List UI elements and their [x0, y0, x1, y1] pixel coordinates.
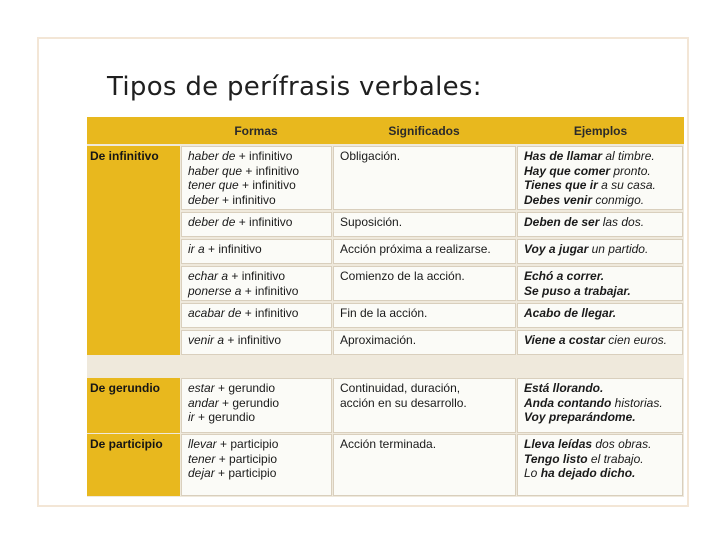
forms-cell [181, 266, 332, 301]
example-periphrasis: Echó a correr. [524, 269, 605, 283]
verb-form: ir a [188, 242, 205, 256]
verb-form: ir [188, 410, 195, 424]
verb-form: venir a [188, 333, 225, 347]
meaning-cell [333, 378, 516, 433]
category-label: De participio [90, 437, 163, 451]
form-line [188, 193, 325, 208]
verb-form: acabar de [188, 306, 242, 320]
verb-form: dejar [188, 466, 215, 480]
example-cell [517, 378, 683, 433]
header-ejemplos: Ejemplos [573, 124, 628, 138]
form-line [188, 178, 325, 193]
form-line [188, 333, 325, 348]
example-rest: al timbre. [602, 149, 655, 163]
example-periphrasis: Voy preparándome. [524, 410, 636, 424]
forms-cell [181, 239, 332, 264]
example-line [524, 333, 676, 348]
form-line [188, 164, 325, 179]
verb-form: deber [188, 192, 219, 207]
form-complement: + participio [215, 451, 278, 466]
example-rest: las dos. [599, 215, 645, 229]
example-rest: Lo [524, 466, 538, 480]
example-periphrasis: Está llorando. [524, 381, 604, 395]
form-complement: + gerundio [218, 395, 280, 410]
verb-form: echar a [188, 269, 229, 283]
verb-form: ponerse a [188, 283, 242, 298]
header-significados: Significados [388, 124, 460, 138]
form-line [188, 242, 325, 257]
form-line [188, 381, 325, 396]
example-periphrasis: Anda contando [524, 395, 612, 410]
periphrasis-table [87, 117, 684, 497]
example-periphrasis: Lleva leídas [524, 437, 593, 451]
meaning-cell [333, 303, 516, 328]
example-periphrasis: Debes venir [524, 192, 593, 207]
form-line [188, 396, 325, 411]
verb-form: andar [188, 395, 219, 410]
example-line [524, 164, 676, 179]
example-line [524, 149, 676, 164]
category-label: De gerundio [90, 381, 161, 395]
verb-form: haber de [188, 149, 236, 163]
example-rest: a su casa. [597, 178, 656, 192]
form-complement: + infinitivo [242, 163, 300, 178]
example-cell [517, 330, 683, 355]
example-cell [517, 212, 683, 237]
example-line [524, 215, 676, 230]
form-complement: + infinitivo [241, 306, 299, 320]
category-band [87, 146, 180, 355]
example-cell [517, 146, 683, 210]
form-line [188, 284, 325, 299]
example-line [524, 193, 676, 208]
forms-cell [181, 434, 332, 496]
form-line [188, 306, 325, 321]
form-line [188, 149, 325, 164]
example-periphrasis: Deben de ser [524, 215, 600, 229]
example-periphrasis: Has de llamar [524, 149, 603, 163]
meaning-line: acción en su desarrollo. [340, 395, 467, 410]
verb-form: tener que [188, 178, 239, 192]
category-label: De infinitivo [90, 149, 159, 163]
form-line [188, 437, 325, 452]
example-line [524, 396, 676, 411]
form-complement: + infinitivo [241, 283, 299, 298]
form-complement: + infinitivo [204, 242, 262, 256]
verb-form: tener [188, 451, 216, 466]
meaning-line: Continuidad, duración, [340, 381, 461, 395]
form-complement: + infinitivo [238, 178, 296, 192]
slide-title: Tipos de perífrasis verbales: [107, 72, 482, 102]
example-cell [517, 239, 683, 264]
example-periphrasis: Tienes que ir [524, 178, 598, 192]
example-line [524, 410, 676, 425]
form-complement: + participio [216, 437, 279, 451]
example-rest: el trabajo. [587, 451, 644, 466]
form-line [188, 269, 325, 284]
forms-cell [181, 146, 332, 210]
example-periphrasis: Se puso a trabajar. [524, 283, 631, 298]
meaning-line: Fin de la acción. [340, 306, 428, 320]
verb-form: deber de [188, 215, 236, 229]
example-line [524, 269, 676, 284]
meaning-line: Suposición. [340, 215, 403, 229]
example-periphrasis: Voy a jugar [524, 242, 589, 256]
example-rest: conmigo. [592, 192, 645, 207]
verb-form: llevar [188, 437, 217, 451]
meaning-cell [333, 212, 516, 237]
header-formas: Formas [234, 124, 278, 138]
example-rest: pronto. [610, 163, 651, 178]
form-complement: + infinitivo [218, 192, 276, 207]
meaning-line: Aproximación. [340, 333, 417, 347]
example-cell [517, 303, 683, 328]
example-cell [517, 266, 683, 301]
example-rest: historias. [611, 395, 663, 410]
verb-form: estar [188, 381, 215, 395]
form-line [188, 410, 325, 425]
form-complement: + infinitivo [224, 333, 282, 347]
example-line [524, 437, 676, 452]
example-line [524, 178, 676, 193]
example-rest: cien euros. [604, 333, 667, 347]
form-line [188, 452, 325, 467]
meaning-cell [333, 266, 516, 301]
meaning-line: Comienzo de la acción. [340, 269, 465, 283]
example-periphrasis: ha dejado dicho. [537, 466, 636, 480]
example-line [524, 306, 676, 321]
meaning-line: Acción próxima a realizarse. [340, 242, 491, 256]
form-complement: + gerundio [194, 410, 256, 424]
example-rest: un partido. [588, 242, 649, 256]
meaning-line: Acción terminada. [340, 437, 437, 451]
meaning-cell [333, 146, 516, 210]
forms-cell [181, 212, 332, 237]
form-line [188, 215, 325, 230]
example-periphrasis: Hay que comer [524, 163, 611, 178]
form-complement: + infinitivo [235, 215, 293, 229]
forms-cell [181, 303, 332, 328]
forms-cell [181, 330, 332, 355]
form-complement: + infinitivo [228, 269, 286, 283]
example-line [524, 284, 676, 299]
example-line [524, 452, 676, 467]
form-complement: + participio [214, 466, 277, 480]
example-line [524, 381, 676, 396]
meaning-line: Obligación. [340, 149, 401, 163]
example-periphrasis: Tengo listo [524, 451, 588, 466]
example-cell [517, 434, 683, 496]
example-periphrasis: Viene a costar [524, 333, 605, 347]
meaning-cell [333, 434, 516, 496]
example-periphrasis: Acabo de llegar. [524, 306, 617, 320]
meaning-cell [333, 330, 516, 355]
forms-cell [181, 378, 332, 433]
example-line [524, 466, 676, 481]
example-rest: dos obras. [592, 437, 652, 451]
verb-form: haber que [188, 163, 243, 178]
example-line [524, 242, 676, 257]
form-complement: + gerundio [214, 381, 276, 395]
form-complement: + infinitivo [235, 149, 293, 163]
form-line [188, 466, 325, 481]
meaning-cell [333, 239, 516, 264]
